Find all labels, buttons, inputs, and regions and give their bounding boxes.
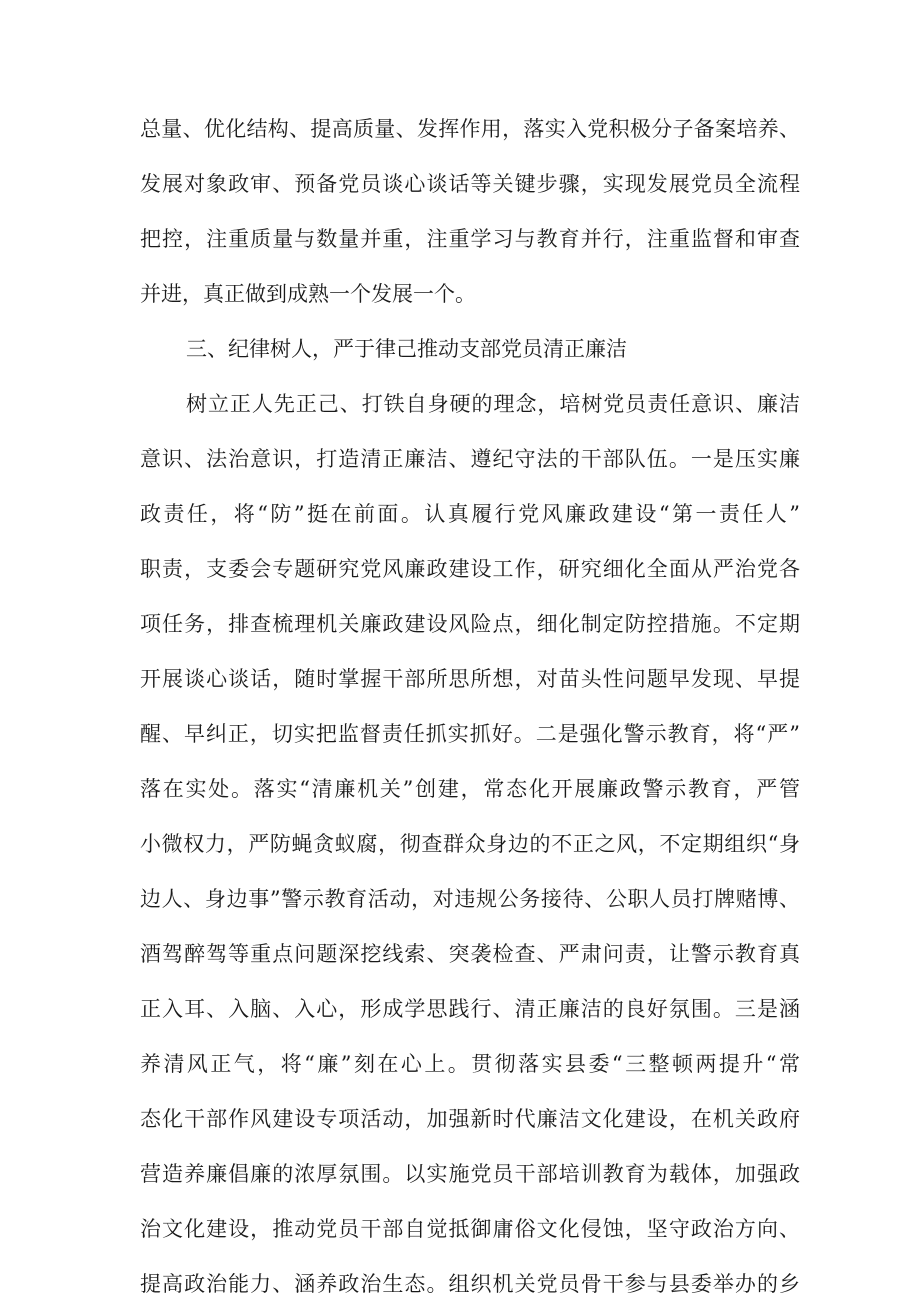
paragraph-2-line-16: 治文化建设，推动党员干部自觉抵御庸俗文化侵蚀，坚守政治方向、	[140, 1217, 800, 1241]
paragraph-2-line-10: 边人、身边事”警示教育活动，对违规公务接待、公职人员打牌赌博、	[140, 887, 800, 911]
paragraph-2-line-15: 营造养廉倡廉的浓厚氛围。以实施党员干部培训教育为载体，加强政	[140, 1162, 800, 1186]
paragraph-2-line-4: 职责，支委会专题研究党风廉政建设工作，研究细化全面从严治党各	[140, 557, 800, 581]
paragraph-2-line-12: 正入耳、入脑、入心，形成学思践行、清正廉洁的良好氛围。三是涵	[140, 997, 800, 1021]
paragraph-2-line-9: 小微权力，严防蝇贪蚁腐，彻查群众身边的不正之风，不定期组织“身	[140, 832, 800, 856]
paragraph-2-line-5: 项任务，排查梳理机关廉政建设风险点，细化制定防控措施。不定期	[140, 612, 800, 636]
paragraph-2-line-7: 醒、早纠正，切实把监督责任抓实抓好。二是强化警示教育，将“严”	[140, 722, 800, 746]
section-heading: 三、纪律树人，严于律己推动支部党员清正廉洁	[186, 337, 627, 361]
paragraph-2-line-6: 开展谈心谈话，随时掌握干部所思所想，对苗头性问题早发现、早提	[140, 667, 800, 691]
paragraph-2-line-13: 养清风正气，将“廉”刻在心上。贯彻落实县委“三整顿两提升“常	[140, 1052, 800, 1076]
paragraph-2-line-1: 树立正人先正己、打铁自身硬的理念，培树党员责任意识、廉洁	[186, 392, 800, 416]
paragraph-1-line-1: 总量、优化结构、提高质量、发挥作用，落实入党积极分子备案培养、	[140, 117, 800, 141]
paragraph-1-line-4: 并进，真正做到成熟一个发展一个。	[140, 282, 476, 306]
paragraph-1-line-2: 发展对象政审、预备党员谈心谈话等关键步骤，实现发展党员全流程	[140, 172, 800, 196]
paragraph-2-line-2: 意识、法治意识，打造清正廉洁、遵纪守法的干部队伍。一是压实廉	[140, 447, 800, 471]
paragraph-2-line-14: 态化干部作风建设专项活动，加强新时代廉洁文化建设，在机关政府	[140, 1107, 800, 1131]
paragraph-1-line-3: 把控，注重质量与数量并重，注重学习与教育并行，注重监督和审查	[140, 227, 800, 251]
paragraph-2-line-3: 政责任，将“防”挺在前面。认真履行党风廉政建设“第一责任人”	[140, 502, 800, 526]
paragraph-2-line-17: 提高政治能力、涵养政治生态。组织机关党员骨干参与县委举办的乡	[140, 1272, 800, 1296]
paragraph-2-line-8: 落在实处。落实“清廉机关”创建，常态化开展廉政警示教育，严管	[140, 777, 800, 801]
paragraph-2-line-11: 酒驾醉驾等重点问题深挖线索、突袭检查、严肃问责，让警示教育真	[140, 942, 800, 966]
